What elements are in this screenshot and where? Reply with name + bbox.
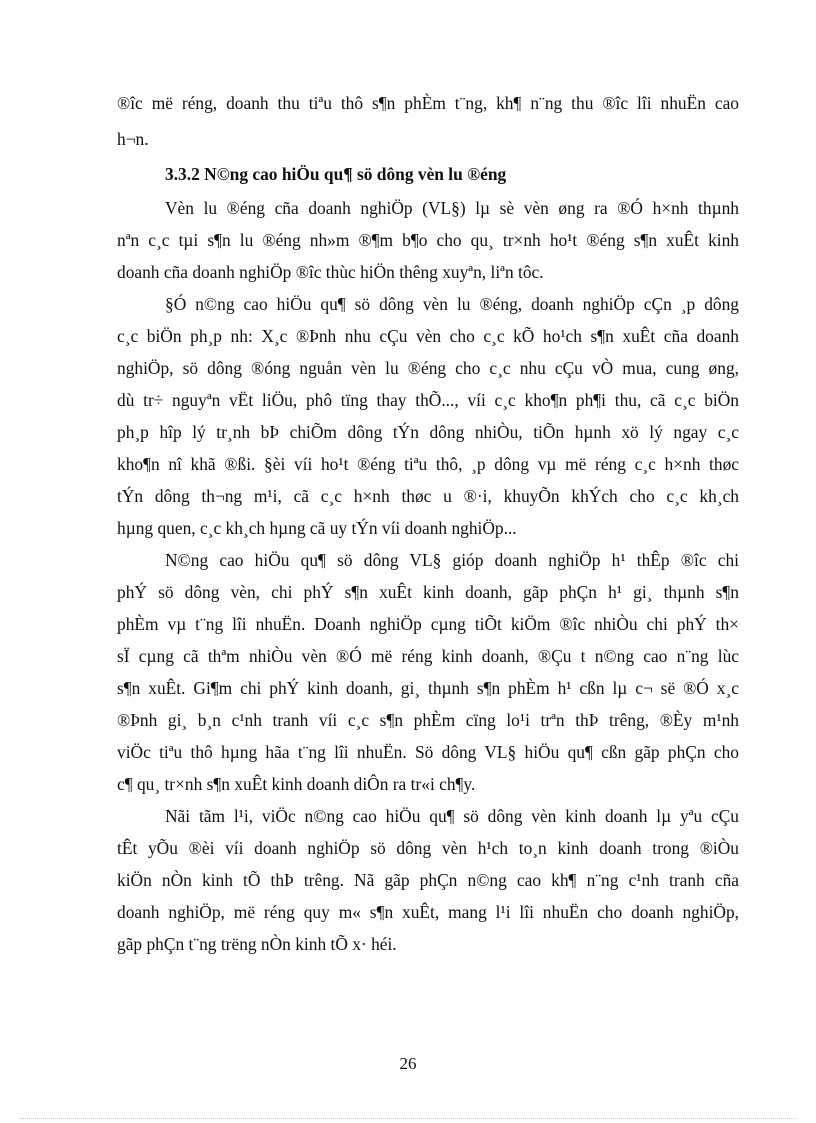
text-line: ph¸p hîp lý tr¸nh bÞ chiÕm dông tÝn dông nhiÒu, tiÕn hµnh xö lý ngay c¸c	[117, 422, 739, 442]
text-line: ®îc më réng, doanh thu tiªu thô s¶n phÈm t¨ng, kh¶ n¨ng thu ®îc lîi nhuËn cao	[117, 93, 739, 113]
text-line: kho¶n nî khã ®ßi. §èi víi ho¹t ®éng tiªu thô, ¸p dông vµ më réng c¸c h×nh thøc	[117, 454, 739, 474]
text-line: gãp phÇn t¨ng trëng nÒn kinh tÕ x· héi.	[117, 934, 397, 954]
text-line: doanh cña doanh nghiÖp ®îc thùc hiÖn thêng xuyªn, liªn tôc.	[117, 262, 544, 282]
text-line: doanh nghiÖp, më réng quy m« s¶n xuÊt, mang l¹i lîi nhuËn cho doanh nghiÖp,	[117, 902, 739, 922]
text-line: tÝn dông th¬ng m¹i, cã c¸c h×nh thøc u ®·i, khuyÕn khÝch cho c¸c kh¸ch	[117, 486, 739, 506]
text-line: dù tr÷ nguyªn vËt liÖu, phô tïng thay thÕ..., víi c¸c kho¶n ph¶i thu, cã c¸c biÖn	[117, 390, 739, 410]
text-line: ®Þnh gi¸ b¸n c¹nh tranh víi c¸c s¶n phÈm cïng lo¹i trªn thÞ trêng, ®Èy m¹nh	[117, 710, 739, 730]
text-line: h¬n.	[117, 129, 149, 149]
page-bottom-border	[20, 1118, 796, 1119]
text-line: §Ó n©ng cao hiÖu qu¶ sö dông vèn lu ®éng, doanh nghiÖp cÇn ¸p dông	[165, 294, 739, 314]
text-line: phÝ sö dông vèn, chi phÝ s¶n xuÊt kinh doanh, gãp phÇn h¹ gi¸ thµnh s¶n	[117, 582, 739, 602]
text-line: s¶n xuÊt. Gi¶m chi phÝ kinh doanh, gi¸ thµnh s¶n phÈm h¹ cßn lµ c¬ së ®Ó x¸c	[117, 678, 739, 698]
text-line: N©ng cao hiÖu qu¶ sö dông VL§ gióp doanh nghiÖp h¹ thÊp ®îc chi	[165, 550, 739, 570]
text-line: hµng quen, c¸c kh¸ch hµng cã uy tÝn víi doanh nghiÖp...	[117, 518, 517, 538]
text-line: nghiÖp, sö dông ®óng nguån vèn lu ®éng cho c¸c nhu cÇu vÒ mua, cung øng,	[117, 358, 739, 378]
text-line: tÊt yÕu ®èi víi doanh nghiÖp sö dông vèn h¹ch to¸n kinh doanh trong ®iÒu	[117, 838, 739, 858]
text-line: viÖc tiªu thô hµng hãa t¨ng lîi nhuËn. Sö dông VL§ hiÖu qu¶ cßn gãp phÇn cho	[117, 742, 739, 762]
text-line: phÈm vµ t¨ng lîi nhuËn. Doanh nghiÖp cµng tiÕt kiÖm ®îc nhiÒu chi phÝ th×	[117, 614, 739, 634]
page-number: 26	[399, 1054, 417, 1073]
text-line: c¶ qu¸ tr×nh s¶n xuÊt kinh doanh diÔn ra tr«i ch¶y.	[117, 774, 476, 794]
section-heading: 3.3.2 N©ng cao hiÖu qu¶ sö dông vèn lu ®éng	[165, 164, 507, 184]
text-line: sÏ cµng cã thªm nhiÒu vèn ®Ó më réng kinh doanh, ®Çu t n©ng cao n¨ng lùc	[117, 646, 739, 666]
text-line: kiÖn nÒn kinh tÕ thÞ trêng. Nã gãp phÇn n©ng cao kh¶ n¨ng c¹nh tranh cña	[117, 870, 739, 890]
text-line: nªn c¸c tµi s¶n lu ®éng nh»m ®¶m b¶o cho qu¸ tr×nh ho¹t ®éng s¶n xuÊt kinh	[117, 230, 739, 250]
text-line: Vèn lu ®éng cña doanh nghiÖp (VL§) lµ sè vèn øng ra ®Ó h×nh thµnh	[165, 198, 739, 218]
text-line: Nãi tãm l¹i, viÖc n©ng cao hiÖu qu¶ sö dông vèn kinh doanh lµ yªu cÇu	[165, 806, 739, 826]
text-line: c¸c biÖn ph¸p nh: X¸c ®Þnh nhu cÇu vèn cho c¸c kÕ ho¹ch s¶n xuÊt cña doanh	[117, 326, 739, 346]
